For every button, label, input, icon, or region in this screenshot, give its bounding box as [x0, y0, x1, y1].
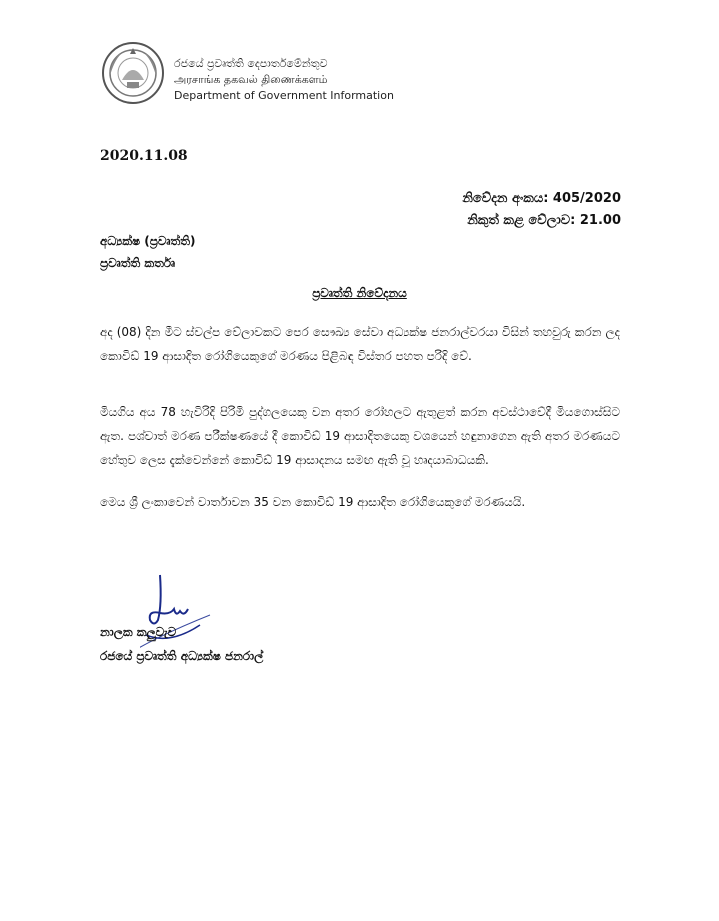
notice-number: නිවේදන අංකය: 405/2020	[462, 191, 621, 206]
letterhead	[100, 40, 420, 110]
dept-english: Department of Government Information	[174, 89, 394, 102]
body-paragraph-1: අද (08) දින මීට ස්වල්ප වේලාවකට පෙර සෞඛ්‍ය සේවා අධ්‍යක්ෂ ජනරාල්වරයා විසින් තහවුරු කරන ලද කොවිඩ් 19 ආසාදිත රෝගියෙකුගේ මරණය පිළිබඳ විස්තර පහත පරිදි වේ.	[100, 325, 620, 363]
signer-block	[100, 620, 263, 668]
release-date: 2020.11.08	[100, 148, 188, 164]
department-name	[174, 56, 394, 104]
signer-title: රජයේ ප්‍රවෘත්ති අධ්‍යක්ෂ ජනරාල්	[100, 649, 264, 663]
body-paragraph-3: මෙය ශ්‍රී ලංකාවෙන් වාර්තාවන 35 වන කොවිඩ් 19 ආසාදිත රෝගියෙකුගේ මරණයයි.	[100, 495, 526, 509]
government-emblem-icon	[100, 40, 166, 106]
dept-tamil: அரசாங்க தகவல் திணைக்களம்	[174, 73, 328, 86]
signer-name: නාලක කලුවැව	[100, 625, 177, 639]
release-time: නිකුත් කළ වේලාව: 21.00	[467, 213, 621, 228]
addressee-line-1: අධ්‍යක්ෂ (ප්‍රවෘත්ති)	[100, 234, 196, 248]
subject-text: ප්‍රවෘත්ති නිවේදනය	[312, 286, 407, 300]
reference-block	[462, 188, 621, 232]
body-paragraph-2: මියගිය අය 78 හැවිරිදි පිරිමි පුද්ගලයෙකු වන අතර රෝහලට ඇතුළත් කරන අවස්ථාවේදී මියගොස්සිට ඇත. පශ්චාත් මරණ පරීක්ෂණයේ දී කොවිඩ් 19 ආසාදිතයෙකු වශයෙන් හඳුනාගෙන ඇති අතර මරණයට හේතුව ලෙස දැක්වෙන්නේ කොවිඩ් 19 ආසාදනය සමඟ ඇති වූ හෘදයාබාධයකි.	[100, 405, 620, 467]
addressee-block	[100, 230, 195, 274]
dept-sinhala: රජයේ ප්‍රවෘත්ති දෙපාර්තමේන්තුව	[174, 57, 328, 70]
addressee-line-2: ප්‍රවෘත්ති කර්තෘ	[100, 256, 176, 270]
subject-heading	[0, 286, 719, 301]
